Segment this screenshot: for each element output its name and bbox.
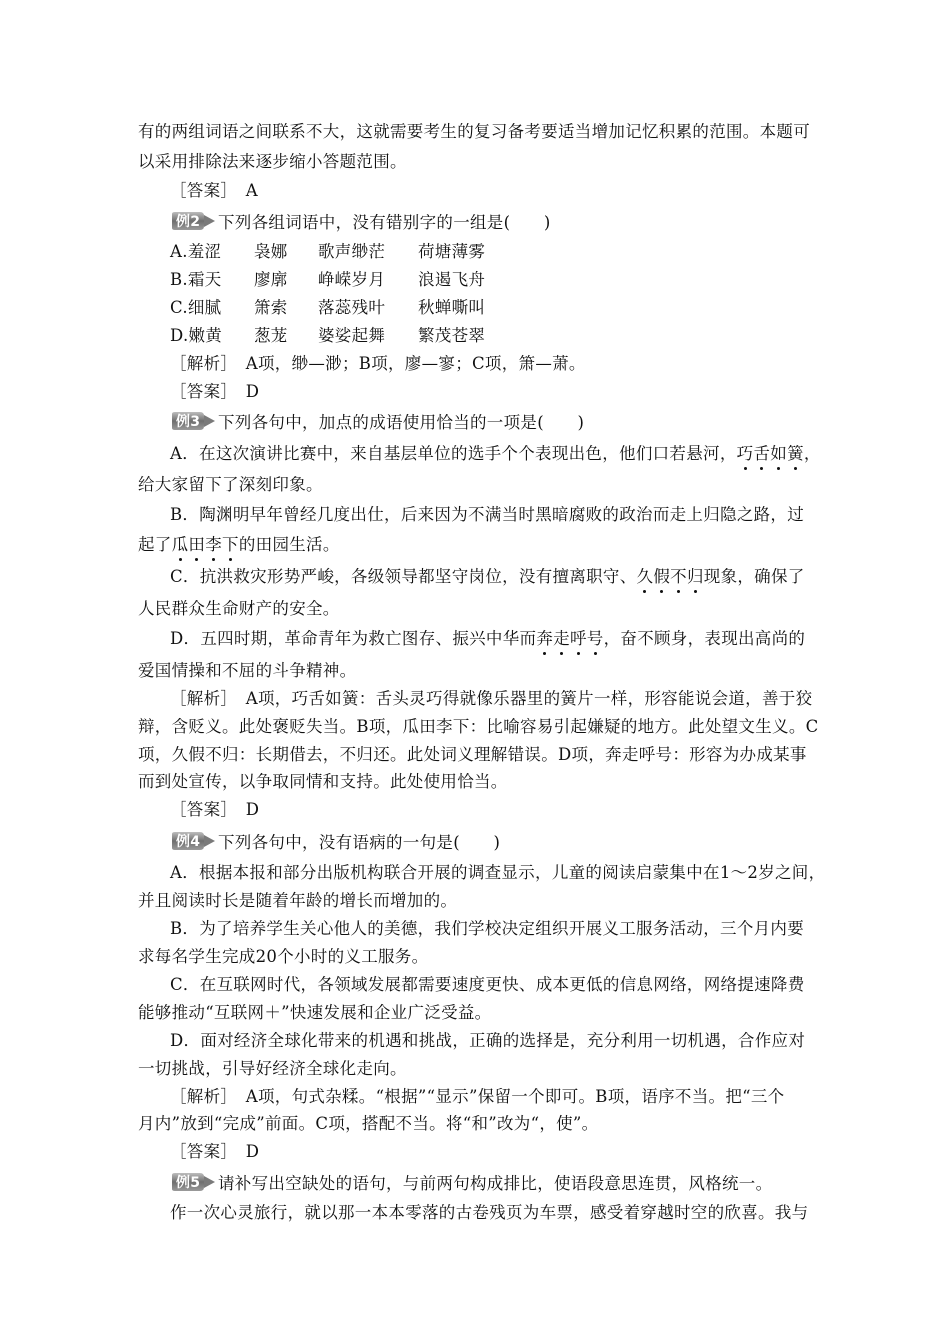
example-3-analysis-3: 项，久假不归：长期借去，不归还。此处词义理解错误。D项，奔走呼号：形容为办成某事: [138, 745, 807, 764]
example-3-option-d-line-2: 爱国情操和不屈的斗争精神。: [138, 661, 357, 680]
example-4-option-d-line-2: 一切挑战，引导好经济全球化走向。: [138, 1059, 407, 1078]
badge-text: 例4: [176, 834, 201, 850]
example-3-analysis-2: 辩，含贬义。此处褒贬失当。B项，瓜田李下：比喻容易引起嫌疑的地方。此处望文生义。C: [138, 717, 819, 736]
example-5-text-line-1: 作一次心灵旅行，就以那一本本零落的古卷残页为车票，感受着穿越时空的欣喜。我与: [170, 1203, 809, 1222]
example-5-question-line: [170, 1172, 820, 1198]
intro-answer: ［答案］ A: [170, 181, 258, 200]
example-3-option-b-line-1: B．陶渊明早年曾经几度出仕，后来因为不满当时黑暗腐败的政治而走上归隐之路，过: [170, 505, 805, 524]
example-3-option-d-line-1: D．五四时期，革命青年为救亡图存、振兴中华而奔走呼号，奋不顾身，表现出高尚的: [170, 629, 806, 648]
example-3-answer: ［答案］ D: [170, 800, 260, 819]
example-3-option-b-line-2: 起了瓜田李下的田园生活。: [138, 535, 340, 554]
example-2-option-b: B.霜天 廖廓 峥嵘岁月 浪遏飞舟: [170, 270, 486, 289]
example-4-question-line: [170, 831, 820, 857]
example-3-analysis-1: ［解析］ A项，巧舌如簧：舌头灵巧得就像乐器里的簧片一样，形容能说会道，善于狡: [170, 689, 813, 708]
example-3-option-a-line-1: A．在这次演讲比赛中，来自基层单位的选手个个表现出色，他们口若悬河，巧舌如簧，: [170, 444, 821, 463]
example-2-option-a: A.羞涩 袅娜 歌声缈茫 荷塘薄雾: [170, 242, 486, 261]
badge-text: 例2: [176, 214, 201, 230]
example-4-analysis-2: 月内”放到“完成”前面。C项，搭配不当。将“和”改为“，使”。: [138, 1114, 599, 1133]
example-badge-icon: [170, 1172, 216, 1198]
intro-line-2: 以采用排除法来逐步缩小答题范围。: [138, 152, 407, 171]
example-3-question: 下列各句中，加点的成语使用恰当的一项是( ): [218, 413, 585, 432]
example-badge-icon: [170, 411, 216, 437]
example-3-question-line: [170, 411, 820, 437]
example-2-analysis: ［解析］ A项，缈—渺；B项，廖—寥；C项，箫—萧。: [170, 354, 586, 373]
example-3-option-a-line-2: 给大家留下了深刻印象。: [138, 475, 323, 494]
example-4-option-a-line-2: 并且阅读时长是随着年龄的增长而增加的。: [138, 891, 458, 910]
example-4-option-b-line-2: 求每名学生完成20个小时的义工服务。: [138, 947, 429, 966]
example-3-analysis-4: 而到处宣传，以争取同情和支持。此处使用恰当。: [138, 772, 508, 791]
example-4-option-c-line-1: C．在互联网时代，各领域发展都需要速度更快、成本更低的信息网络，网络提速降费: [170, 975, 805, 994]
example-4-option-d-line-1: D．面对经济全球化带来的机遇和挑战，正确的选择是，充分利用一切机遇，合作应对: [170, 1031, 806, 1050]
example-2-question-line: [170, 211, 820, 237]
example-5-question: 请补写出空缺处的语句，与前两句构成排比，使语段意思连贯，风格统一。: [218, 1174, 773, 1193]
example-4-question: 下列各句中，没有语病的一句是( ): [218, 833, 501, 852]
example-4-answer: ［答案］ D: [170, 1142, 260, 1161]
badge-text: 例5: [176, 1175, 201, 1191]
example-4-option-a-line-1: A．根据本报和部分出版机构联合开展的调查显示，儿童的阅读启蒙集中在1～2岁之间，: [170, 863, 826, 882]
example-badge-icon: [170, 211, 216, 237]
example-2-question: 下列各组词语中，没有错别字的一组是( ): [218, 213, 551, 232]
intro-line-1: 有的两组词语之间联系不大，这就需要考生的复习备考要适当增加记忆积累的范围。本题可: [138, 122, 810, 141]
example-2-answer: ［答案］ D: [170, 382, 260, 401]
example-2-option-c: C.细腻 箫索 落蕊残叶 秋蝉嘶叫: [170, 298, 486, 317]
example-4-option-c-line-2: 能够推动“互联网＋”快速发展和企业广泛受益。: [138, 1003, 492, 1022]
example-3-option-c-line-1: C．抗洪救灾形势严峻，各级领导都坚守岗位，没有擅离职守、久假不归现象，确保了: [170, 567, 805, 586]
example-badge-icon: [170, 831, 216, 857]
example-2-option-d: D.嫩黄 葱茏 婆娑起舞 繁茂苍翠: [170, 326, 486, 345]
example-4-option-b-line-1: B．为了培养学生关心他人的美德，我们学校决定组织开展义工服务活动，三个月内要: [170, 919, 805, 938]
badge-text: 例3: [176, 414, 201, 430]
example-4-analysis-1: ［解析］ A项，句式杂糅。“根据”“显示”保留一个即可。B项，语序不当。把“三个: [170, 1087, 785, 1106]
example-3-option-c-line-2: 人民群众生命财产的安全。: [138, 599, 340, 618]
